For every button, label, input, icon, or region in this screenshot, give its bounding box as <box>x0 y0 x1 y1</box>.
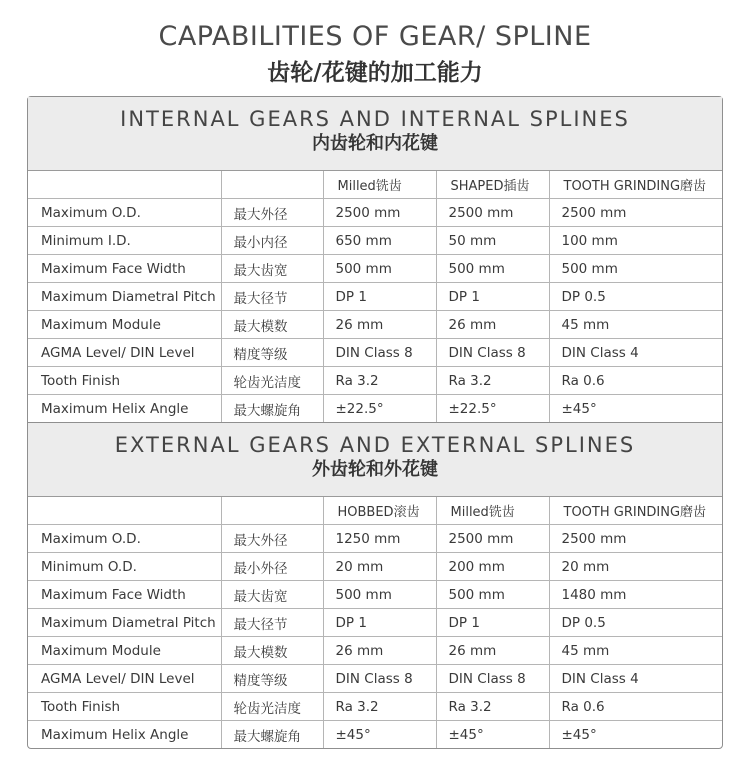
table-cell: DP 1 <box>436 283 549 311</box>
table-cell: ±45° <box>323 721 436 749</box>
row-label-cn: 最大齿宽 <box>221 255 323 283</box>
table-row <box>28 255 722 283</box>
table-cell: ±22.5° <box>436 395 549 423</box>
row-label-en: Maximum O.D. <box>28 525 221 553</box>
table-cell: 1250 mm <box>323 525 436 553</box>
table-cell: DIN Class 8 <box>436 665 549 693</box>
table-row <box>28 311 722 339</box>
table-cell: 2500 mm <box>549 525 722 553</box>
table-cell: 26 mm <box>436 637 549 665</box>
table-row <box>28 637 722 665</box>
table-row <box>28 525 722 553</box>
table-cell: 200 mm <box>436 553 549 581</box>
table-cell: DIN Class 4 <box>549 665 722 693</box>
table-row <box>28 693 722 721</box>
table-cell: 2500 mm <box>436 525 549 553</box>
table-cell: 20 mm <box>549 553 722 581</box>
section-subtitle: 内齿轮和内花键 <box>312 133 438 154</box>
table-cell: DIN Class 8 <box>323 665 436 693</box>
table-cell: DIN Class 8 <box>323 339 436 367</box>
table-cell: 500 mm <box>436 255 549 283</box>
row-label-cn: 最小内径 <box>221 227 323 255</box>
section-header <box>28 423 722 497</box>
header-cell-empty <box>28 497 221 525</box>
table-row <box>28 367 722 395</box>
table-cell: Ra 3.2 <box>436 367 549 395</box>
table-cell: DP 1 <box>323 283 436 311</box>
row-label-en: AGMA Level/ DIN Level <box>28 339 221 367</box>
column-header: SHAPED插齿 <box>436 171 549 199</box>
row-label-en: Tooth Finish <box>28 693 221 721</box>
row-label-cn: 最大外径 <box>221 199 323 227</box>
table-cell: 2500 mm <box>436 199 549 227</box>
table-cell: DIN Class 8 <box>436 339 549 367</box>
table-cell: Ra 3.2 <box>323 367 436 395</box>
section-header <box>28 97 722 171</box>
row-label-en: Maximum Helix Angle <box>28 395 221 423</box>
table-row <box>28 553 722 581</box>
external-gears-section <box>27 422 723 749</box>
header-cell-empty <box>221 171 323 199</box>
row-label-en: Maximum Face Width <box>28 255 221 283</box>
table-row <box>28 283 722 311</box>
table-cell: DP 0.5 <box>549 609 722 637</box>
table-cell: Ra 3.2 <box>436 693 549 721</box>
row-label-cn: 轮齿光洁度 <box>221 693 323 721</box>
row-label-cn: 最大外径 <box>221 525 323 553</box>
row-label-cn: 精度等级 <box>221 339 323 367</box>
table-row <box>28 581 722 609</box>
page-title: CAPABILITIES OF GEAR/ SPLINE <box>158 21 592 52</box>
section-title: EXTERNAL GEARS AND EXTERNAL SPLINES <box>114 433 636 457</box>
column-header: HOBBED滚齿 <box>323 497 436 525</box>
row-label-cn: 最大螺旋角 <box>221 721 323 749</box>
table-cell: 50 mm <box>436 227 549 255</box>
column-header: TOOTH GRINDING磨齿 <box>549 497 722 525</box>
header-cell-empty <box>221 497 323 525</box>
section-subtitle: 外齿轮和外花键 <box>312 459 438 480</box>
table-row <box>28 609 722 637</box>
table-cell: 500 mm <box>323 581 436 609</box>
row-label-en: Maximum Helix Angle <box>28 721 221 749</box>
row-label-en: Maximum Module <box>28 637 221 665</box>
row-label-en: Maximum Module <box>28 311 221 339</box>
table-cell: 500 mm <box>549 255 722 283</box>
table-row <box>28 665 722 693</box>
table-row <box>28 199 722 227</box>
table-cell: 2500 mm <box>323 199 436 227</box>
header-cell-empty <box>28 171 221 199</box>
table-row <box>28 721 722 749</box>
table-cell: Ra 3.2 <box>323 693 436 721</box>
table-row <box>28 395 722 423</box>
column-header: TOOTH GRINDING磨齿 <box>549 171 722 199</box>
table-cell: 20 mm <box>323 553 436 581</box>
table-header-row <box>28 171 722 199</box>
table-cell: ±45° <box>436 721 549 749</box>
column-header: Milled铣齿 <box>323 171 436 199</box>
table-cell: ±22.5° <box>323 395 436 423</box>
row-label-en: Maximum Face Width <box>28 581 221 609</box>
table-cell: 26 mm <box>323 637 436 665</box>
table-cell: 45 mm <box>549 637 722 665</box>
row-label-cn: 最大径节 <box>221 609 323 637</box>
table-cell: DP 1 <box>323 609 436 637</box>
row-label-en: AGMA Level/ DIN Level <box>28 665 221 693</box>
row-label-cn: 最大螺旋角 <box>221 395 323 423</box>
row-label-en: Maximum Diametral Pitch <box>28 283 221 311</box>
table-cell: Ra 0.6 <box>549 367 722 395</box>
table-cell: 26 mm <box>323 311 436 339</box>
row-label-en: Minimum O.D. <box>28 553 221 581</box>
table-cell: 1480 mm <box>549 581 722 609</box>
table-row <box>28 339 722 367</box>
capabilities-table <box>28 171 722 422</box>
row-label-en: Maximum Diametral Pitch <box>28 609 221 637</box>
row-label-cn: 最小外径 <box>221 553 323 581</box>
row-label-cn: 精度等级 <box>221 665 323 693</box>
row-label-cn: 最大模数 <box>221 637 323 665</box>
table-cell: 2500 mm <box>549 199 722 227</box>
table-cell: 500 mm <box>436 581 549 609</box>
row-label-en: Minimum I.D. <box>28 227 221 255</box>
table-cell: DIN Class 4 <box>549 339 722 367</box>
table-cell: ±45° <box>561 400 597 417</box>
table-cell: 45 mm <box>549 311 722 339</box>
table-cell: 650 mm <box>323 227 436 255</box>
table-cell: 100 mm <box>549 227 722 255</box>
row-label-cn: 最大径节 <box>221 283 323 311</box>
capabilities-table <box>28 497 722 748</box>
table-row <box>28 227 722 255</box>
row-label-en: Maximum O.D. <box>28 199 221 227</box>
table-cell: Ra 0.6 <box>549 693 722 721</box>
page-subtitle: 齿轮/花键的加工能力 <box>267 60 483 86</box>
table-cell: DP 1 <box>436 609 549 637</box>
table-cell: ±45° <box>561 726 597 743</box>
row-label-cn: 最大模数 <box>221 311 323 339</box>
internal-gears-section <box>27 96 723 423</box>
row-label-cn: 最大齿宽 <box>221 581 323 609</box>
row-label-en: Tooth Finish <box>28 367 221 395</box>
section-title: INTERNAL GEARS AND INTERNAL SPLINES <box>120 107 630 131</box>
row-label-cn: 轮齿光洁度 <box>221 367 323 395</box>
column-header: Milled铣齿 <box>436 497 549 525</box>
table-cell: DP 0.5 <box>549 283 722 311</box>
table-header-row <box>28 497 722 525</box>
table-cell: 26 mm <box>436 311 549 339</box>
table-cell: 500 mm <box>323 255 436 283</box>
